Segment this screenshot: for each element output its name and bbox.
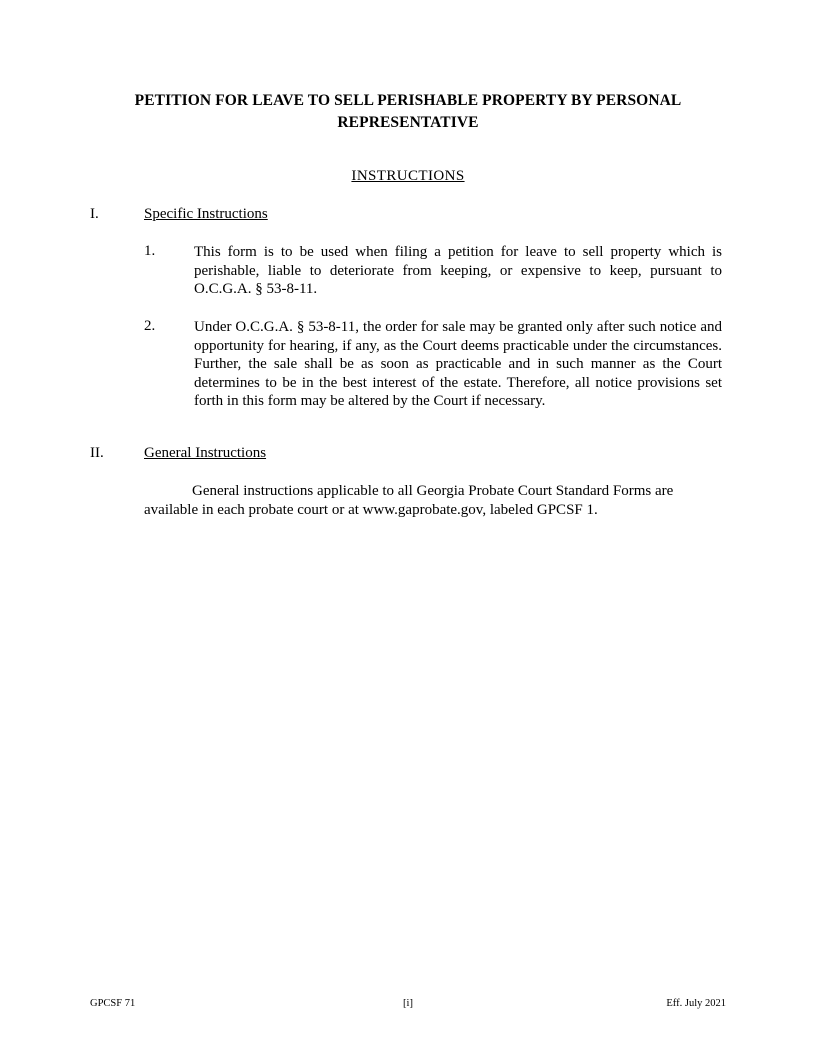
instructions-heading xyxy=(108,168,708,185)
list-item-number: 2. xyxy=(144,318,156,334)
page-footer xyxy=(90,998,726,1012)
list-item-text: This form is to be used when filing a petition for leave to sell property which is perishable, liable to deteriorate from keeping, or expensive to keep, pursuant to O.C.G.A. § 53-8-11. xyxy=(194,244,722,297)
footer-effective-date: Eff. July 2021 xyxy=(666,998,726,1009)
list-item-text: Under O.C.G.A. § 53-8-11, the order for sale may be granted only after such notice and opportunity for hearing, if any, as the Court deems practicable under the circumstances. Further, the sale shall be as soon as practicable and in such manner as the Court determines to be in the best interest of the estate. Therefore, all notice provisions set forth in this form may be altered by the Court if necessary. xyxy=(194,319,722,409)
page-title: PETITION FOR LEAVE TO SELL PERISHABLE PROPERTY BY PERSONAL REPRESENTATIVE xyxy=(134,92,682,131)
footer-form-number: GPCSF 71 xyxy=(90,998,136,1009)
general-instructions-paragraph: General instructions applicable to all Georgia Probate Court Standard Forms are available in each probate court or at www.gaprobate.gov, labeled GPCSF 1. xyxy=(144,483,674,518)
footer-page-number: [i] xyxy=(403,998,413,1009)
instructions-heading-text: INSTRUCTIONS xyxy=(351,168,465,184)
list-item-number: 1. xyxy=(144,243,156,259)
section-numeral: I. xyxy=(90,206,99,222)
section-numeral: II. xyxy=(90,445,104,461)
section-title: Specific Instructions xyxy=(144,206,268,222)
section-title: General Instructions xyxy=(144,445,267,461)
